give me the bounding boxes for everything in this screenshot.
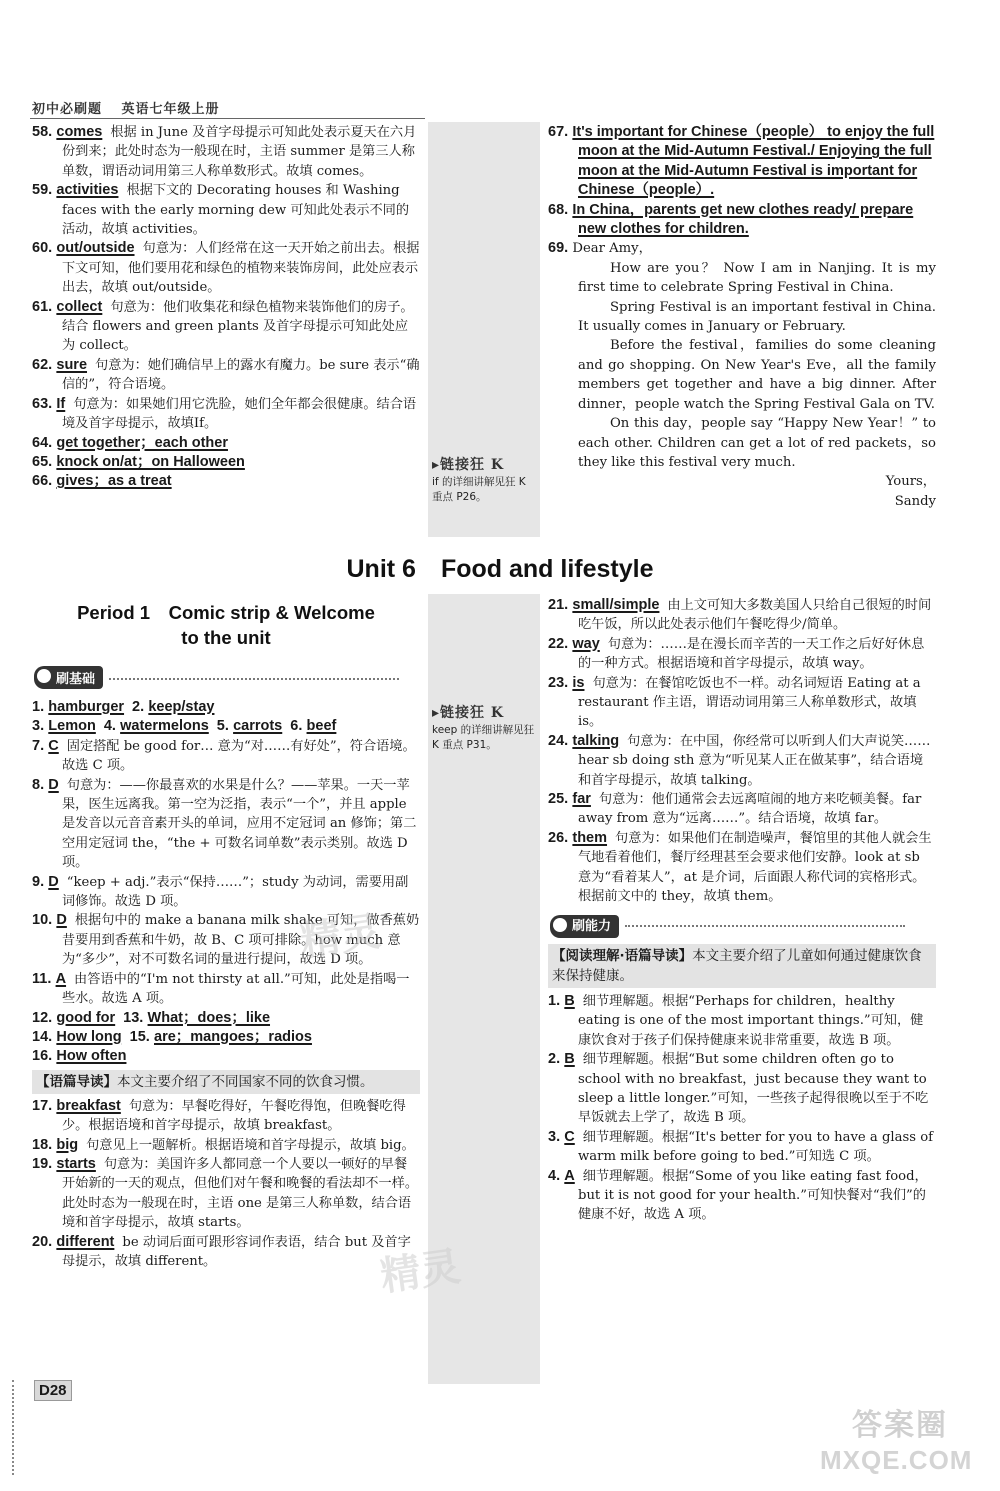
answer-60: 60. out/outside 句意为：人们经常在这一天开始之前出去。根据下文可知，他们要用花和绿色的植物来装饰房间，此处应表示出去，故填 out/outside。 (32, 240, 420, 296)
tip-link-k-keep (432, 706, 536, 753)
answer-64: 64. get together；each other (32, 434, 228, 451)
badge-basic: 刷基础 (34, 666, 103, 689)
tip-text: keep 的详细讲解见狂 K 重点 P31。 (432, 724, 535, 751)
tip-title: ▸链接狂 K (432, 457, 505, 473)
answer-58: 58. comes 根据 in June 及首字母提示可知此处表示夏天在六月份到来；此处时态为一般现在时，主语 summer 是第三人称单数，谓语动词用第三人称单数形式。故填 comes。 (32, 124, 417, 179)
letter-paragraph: How are you？ Now I am in Nanjing. It is my first time to celebrate Spring Festival in China. (578, 260, 936, 296)
answer-62: 62. sure 句意为：她们确信早上的露水有魔力。be sure 表示“确信的”，符合语境。 (32, 356, 420, 393)
reading-answer-4: 4. A 细节理解题。根据“Some of you like eating fast food，but it is not good for your health.”可知快餐对“我们”的健康不好，故选 A 项。 (548, 1167, 928, 1223)
top-left-column (32, 123, 420, 492)
answer-63: 63. If 句意为：如果她们用它洗脸，她们全年都会很健康。结合语境及首字母提示，故填If。 (32, 395, 417, 432)
header-divider (30, 118, 425, 119)
watermark: 精灵 (297, 908, 384, 966)
answer-65: 65. knock on/at；on Halloween (32, 453, 245, 470)
answer-16: 16. How often (32, 1048, 127, 1065)
bottom-right-column (548, 596, 936, 1225)
answer-line-14-15: 14. How long 15. are；mangoes；radios (32, 1028, 312, 1045)
answer-21: 21. small/simple 由上文可知大多数美国人只给自己很短的时间吃午饭，所以此处表示他们午餐吃得少/简单。 (548, 597, 932, 633)
top-right-column (548, 123, 936, 511)
tip-link-k-if (432, 458, 536, 505)
answer-25: 25. far 句意为：他们通常会去远离喧闹的地方来吃顿美餐。far away from 意为“远离……”。结合语境，故填 far。 (548, 791, 922, 827)
reading-answer-3: 3. C 细节理解题。根据“It's better for you to have a glass of warm milk before going to bed.”可知选 C 项。 (548, 1128, 934, 1165)
answer-68: 68. In China，parents get new clothes ready/ prepare new clothes for children. (548, 201, 914, 238)
site-watermark: MXQE.COM (820, 1445, 973, 1475)
watermark: 精灵 (377, 1243, 464, 1301)
letter-paragraph: Before the festival，families do some cleaning and go shopping. On New Year's Eve，all the family members get together and have a big dinner. After dinner，people watch the Spring Festival Gala on TV. (578, 338, 936, 412)
answer-line-3-6: 3. Lemon 4. watermelons 5. carrots 6. beef (32, 718, 337, 735)
letter-closing: Yours， (885, 474, 936, 490)
badge-ability-row (550, 915, 936, 938)
brush-icon (37, 669, 51, 683)
answer-67: 67. It's important for Chinese（people） to enjoy the full moon at the Mid-Autumn Festival./ Enjoying the full moon at the Mid-Autumn Festival is important for Chinese（people）. (548, 124, 935, 199)
answer-11: 11. A 由答语中的“I'm not thirsty at all.”可知，此处是指喝一些水。故选 A 项。 (32, 970, 410, 1007)
unit-title: Unit 6 Food and lifestyle (346, 555, 654, 583)
page-number: D28 (34, 1380, 72, 1399)
answer-26: 26. them 句意为：如果他们在制造噪声，餐馆里的其他人就会生气地看着他们，餐厅经理甚至会要求他们安静。look at sb 意为“看着某人”，at 是介词，后面跟人称代词的宾格形式。根据前文中的 they，故填 them。 (548, 829, 932, 905)
reading-guide: 【阅读理解·语篇导读】本文主要介绍了儿童如何通过健康饮食来保持健康。 (548, 944, 936, 988)
subject-name: 英语七年级上册 (121, 102, 220, 117)
letter-signature: Sandy (894, 493, 936, 509)
tip-text: if 的详细讲解见狂 K 重点 P26。 (432, 476, 526, 503)
letter-greeting: Dear Amy， (572, 241, 652, 257)
brush-icon (553, 918, 567, 932)
answer-24: 24. talking 句意为：在中国，你经常可以听到人们大声说笑…… hear sb doing sth 意为“听见某人正在做某事”，结合语境和首字母提示，故填 talking。 (548, 732, 931, 788)
tip-title: ▸链接狂 K (432, 705, 505, 721)
answer-61: 61. collect 句意为：他们收集花和绿色植物来装饰他们的房子。结合 flowers and green plants 及首字母提示可知此处应为 collect。 (32, 298, 414, 354)
answer-18: 18. big 句意见上一题解析。根据语境和首字母提示，故填 big。 (32, 1136, 415, 1153)
reading-answer-2: 2. B 细节理解题。根据“But some children often go to school with no breakfast，just because they want to sleep a little longer.”可知，一些孩子起得很晚以至于不吃早饭就去上学了，故选 B 项。 (548, 1051, 929, 1126)
answer-20: 20. different be 动词后面可跟形容词作表语，结合 but 及首字母提示，故填 different。 (32, 1233, 411, 1269)
answer-7: 7. C 固定搭配 be good for… 意为“对……有好处”，符合语境。故选 C 项。 (32, 737, 416, 774)
book-name: 初中必刷题 (32, 102, 103, 117)
answer-8: 8. D 句意为：——你最喜欢的水果是什么？——苹果。一天一苹果，医生远离我。第一空为泛指，表示“一个”，并且 apple 是发音以元音音素开头的单词，应用不定冠词 an 修饰；第二空用定冠词 the，“the + 可数名词单数”表示类别。故选 D 项。 (32, 776, 417, 871)
answer-19: 19. starts 句意为：美国许多人都同意一个人要以一顿好的早餐开始新的一天的观点，但他们对午餐和晚餐的看法却不一样。此处时态为一般现在时，主语 one 是第三人称单数，结合语境和首字母提示，故填 starts。 (32, 1155, 419, 1231)
answer-59: 59. activities 根据下文的 Decorating houses 和 Washing faces with the early morning dew 可知此处表示不同的活动，故填 activities。 (32, 182, 410, 238)
answer-line-1-2: 1. hamburger 2. keep/stay (32, 699, 215, 715)
answer-66: 66. gives；as a treat (32, 473, 172, 490)
answer-69-letter: 69. Dear Amy， How are you？ Now I am in Nanjing. It is my first time to celebrate Spring Festival in China. Spring Festival is an important festival in China. It usually comes in January or February. Before the festival，families do some cleaning and go shopping. On New Year's Eve，all the family members get together and have a big dinner. After dinner，people watch the Spring Festival Gala on TV. On this day，people say “Happy New Year！” to each other. Children can get a lot of red packets，so they like this festival very much. Yours， Sandy (548, 239, 936, 511)
running-header (32, 98, 234, 117)
letter-paragraph: Spring Festival is an important festival in China. It usually comes in January or February. (578, 299, 936, 335)
badge-ability: 刷能力 (550, 915, 619, 938)
answer-line-12-13: 12. good for 13. What；does；like (32, 1009, 271, 1026)
reading-answer-1: 1. B 细节理解题。根据“Perhaps for children，healthy eating is one of the most important things.”可知，健康饮食对于孩子们保持健康来说非常重要，故选 B 项。 (548, 992, 924, 1048)
answer-9: 9. D “keep + adj.”表示“保持……”；study 为动词，需要用副词修饰。故选 D 项。 (32, 873, 409, 910)
site-logo-badge: 答案圈 (852, 1408, 948, 1443)
period-title: Period 1 Comic strip & Welcome to the unit (77, 602, 375, 648)
margin-dots (12, 1380, 14, 1475)
bottom-left-column (32, 698, 420, 1271)
badge-basic-row (34, 666, 399, 689)
answer-22: 22. way 句意为：……是在漫长而辛苦的一天工作之后好好休息的一种方式。根据语境和首字母提示，故填 way。 (548, 635, 925, 672)
answer-23: 23. is 句意为：在餐馆吃饭也不一样。动名词短语 Eating at a restaurant 作主语，谓语动词用第三人称单数形式，故填 is。 (548, 674, 921, 730)
letter-paragraph: On this day，people say “Happy New Year！” to each other. Children can get a lot of red packets，so they like this festival very much. (578, 416, 936, 470)
answer-17: 17. breakfast 句意为：早餐吃得好，午餐吃得饱，但晚餐吃得少。根据语境和首字母提示，故填 breakfast。 (32, 1097, 406, 1134)
text-guide: 【语篇导读】本文主要介绍了不同国家不同的饮食习惯。 (32, 1070, 420, 1094)
answer-10: 10. D 根据句中的 make a banana milk shake 可知，做香蕉奶昔要用到香蕉和牛奶，故 B、C 项可排除。how much 意为“多少”，对不可数名词的量进行提问，故选 D 项。 (32, 912, 420, 968)
